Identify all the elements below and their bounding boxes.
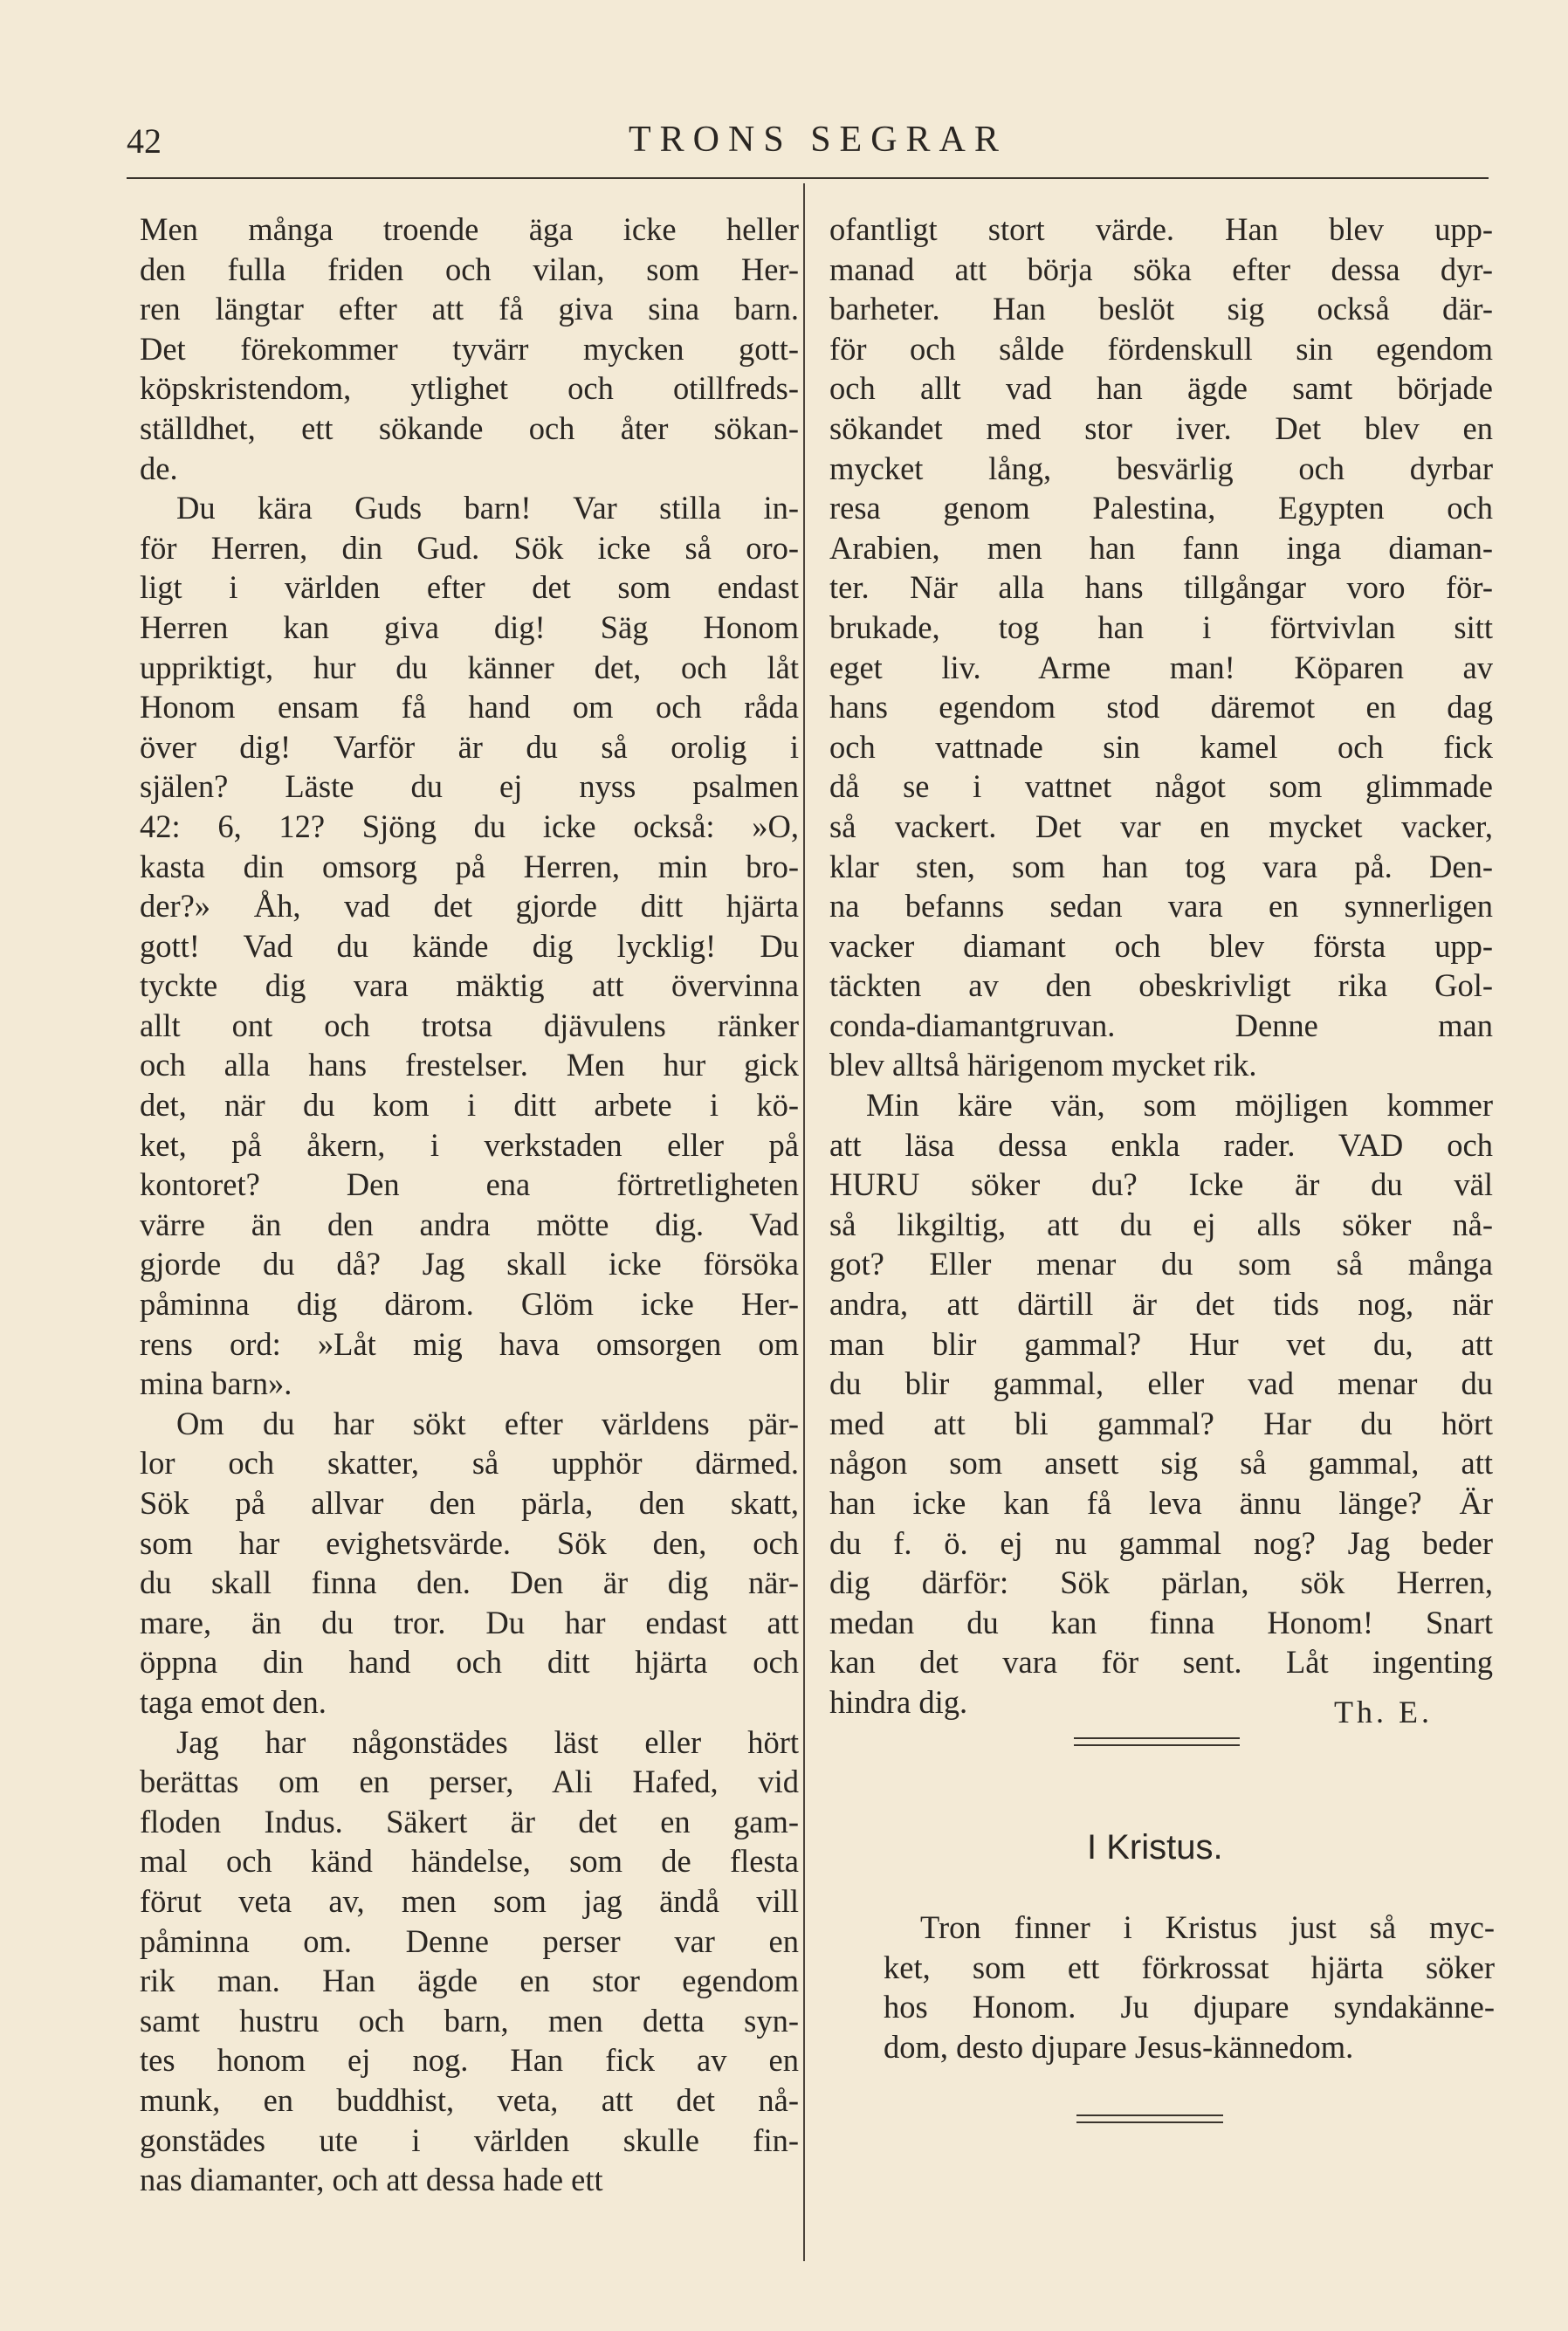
text-line: han icke kan få leva ännu länge? Är (829, 1485, 1493, 1521)
page-number: 42 (127, 121, 162, 161)
text-line: du blir gammal, eller vad menar du (829, 1365, 1493, 1402)
text-line: klar sten, som han tog vara på. Den- (829, 848, 1493, 884)
text-line: Herren kan giva dig! Säg Honom (140, 609, 799, 645)
text-line: der?» Åh, vad det gjorde ditt hjärta (140, 888, 799, 925)
section-body (884, 1908, 1495, 2066)
text-line: och allt vad han ägde samt började (829, 370, 1493, 407)
text-line: uppriktigt, hur du känner det, och låt (140, 649, 799, 685)
text-line: och vattnade sin kamel och fick (829, 728, 1493, 765)
text-line: du f. ö. ej nu gammal nog? Jag beder (829, 1524, 1493, 1561)
text-line: 42: 6, 12? Sjöng du icke också: »O, (140, 808, 799, 844)
text-line: ligt i världen efter det som endast (140, 569, 799, 606)
text-line: ren längtar efter att få giva sina barn. (140, 291, 799, 327)
text-line: värre än den andra mötte dig. Vad (140, 1206, 799, 1242)
text-line: gott! Vad du kände dig lycklig! Du (140, 927, 799, 964)
text-line: mare, än du tror. Du har endast att (140, 1604, 799, 1640)
text-line: HURU söker du? Icke är du väl (829, 1166, 1493, 1203)
text-line: tes honom ej nog. Han fick av en (140, 2042, 799, 2079)
text-line: för och sålde fördenskull sin egendom (829, 330, 1493, 367)
text-line: Honom ensam få hand om och råda (140, 689, 799, 725)
text-line: conda-diamantgruvan. Denne man (829, 1007, 1493, 1043)
text-line: tyckte dig vara mäktig att övervinna (140, 967, 799, 1004)
text-line: ställdhet, ett sökande och åter sökan- (140, 409, 799, 446)
section-heading: I Kristus. (1087, 1828, 1223, 1867)
separator-rule (1074, 1737, 1240, 1739)
text-line: över dig! Varför är du så orolig i (140, 728, 799, 765)
signature: Th. E. (1334, 1695, 1433, 1729)
text-line: Sök på allvar den pärla, den skatt, (140, 1485, 799, 1521)
text-line: Tron finner i Kristus just så myc- (920, 1909, 1495, 1945)
separator-rule (1076, 2121, 1223, 2123)
text-line: resa genom Palestina, Egypten och (829, 490, 1493, 526)
text-line: ter. När alla hans tillgångar voro för- (829, 569, 1493, 606)
text-line: med att bli gammal? Har du hört (829, 1405, 1493, 1441)
text-line: sökandet med stor iver. Det blev en (829, 409, 1493, 446)
text-line: eget liv. Arme man! Köparen av (829, 649, 1493, 685)
text-line: ket, som ett förkrossat hjärta söker (884, 1949, 1495, 1985)
text-line: du skall finna den. Den är dig när- (140, 1564, 799, 1601)
text-line: mal och känd händelse, som de flesta (140, 1843, 799, 1880)
text-line: munk, en buddhist, veta, att det nå- (140, 2081, 799, 2118)
text-line: då se i vattnet något som glimmade (829, 768, 1493, 805)
page-header (127, 113, 1489, 175)
text-line: manad att börja söka efter dessa dyr- (829, 251, 1493, 287)
text-line: så vackert. Det var en mycket vacker, (829, 808, 1493, 844)
text-line: så likgiltig, att du ej alls söker nå- (829, 1206, 1493, 1242)
text-line: kontoret? Den ena förtretligheten (140, 1166, 799, 1203)
text-line: kasta din omsorg på Herren, min bro- (140, 848, 799, 884)
text-line: någon som ansett sig så gammal, att (829, 1445, 1493, 1482)
text-line: köpskristendom, ytlighet och otillfreds- (140, 370, 799, 407)
separator-rule (1074, 1744, 1240, 1746)
text-line: själen? Läste du ej nyss psalmen (140, 768, 799, 805)
text-line: medan du kan finna Honom! Snart (829, 1604, 1493, 1640)
text-line: rik man. Han ägde en stor egendom (140, 1963, 799, 1999)
text-line: förut veta av, men som jag ändå vill (140, 1882, 799, 1919)
text-line: mina barn». (140, 1365, 292, 1402)
text-line: samt hustru och barn, men detta syn- (140, 2002, 799, 2039)
left-column (140, 210, 799, 2200)
text-line: Arabien, men han fann inga diaman- (829, 529, 1493, 566)
running-title: TRONS SEGRAR (629, 120, 1008, 160)
text-line: hos Honom. Ju djupare syndakänne- (884, 1989, 1495, 2025)
text-line: na befanns sedan vara en synnerligen (829, 888, 1493, 925)
text-line: mycket lång, besvärlig och dyrbar (829, 450, 1493, 486)
separator-rule (1076, 2114, 1223, 2116)
text-line: påminna om. Denne perser var en (140, 1922, 799, 1959)
text-line: Min käre vän, som möjligen kommer (866, 1087, 1493, 1124)
text-line: täckten av den obeskrivligt rika Gol- (829, 967, 1493, 1004)
text-line: brukade, tog han i förtvivlan sitt (829, 609, 1493, 645)
text-line: barheter. Han beslöt sig också där- (829, 291, 1493, 327)
text-line: påminna dig därom. Glöm icke Her- (140, 1286, 799, 1323)
text-line: andra, att därtill är det tids nog, när (829, 1286, 1493, 1323)
text-line: hans egendom stod däremot en dag (829, 689, 1493, 725)
text-line: kan det vara för sent. Låt ingenting (829, 1644, 1493, 1681)
text-line: den fulla friden och vilan, som Her- (140, 251, 799, 287)
text-line: gjorde du då? Jag skall icke försöka (140, 1246, 799, 1282)
text-line: för Herren, din Gud. Sök icke så oro- (140, 529, 799, 566)
text-line: dom, desto djupare Jesus-kännedom. (884, 2028, 1354, 2065)
text-line: att läsa dessa enkla rader. VAD och (829, 1126, 1493, 1163)
text-line: blev alltså härigenom mycket rik. (829, 1047, 1257, 1083)
text-line: taga emot den. (140, 1683, 327, 1720)
text-line: dig därför: Sök pärlan, sök Herren, (829, 1564, 1493, 1601)
text-line: man blir gammal? Hur vet du, att (829, 1325, 1493, 1362)
text-line: floden Indus. Säkert är det en gam- (140, 1803, 799, 1839)
header-rule (127, 177, 1489, 179)
text-line: och alla hans frestelser. Men hur gick (140, 1047, 799, 1083)
text-line: nas diamanter, och att dessa hade ett (140, 2162, 603, 2198)
text-line: ofantligt stort värde. Han blev upp- (829, 211, 1493, 247)
text-line: öppna din hand och ditt hjärta och (140, 1644, 799, 1681)
text-line: som har evighetsvärde. Sök den, och (140, 1524, 799, 1561)
text-line: Men många troende äga icke heller (140, 211, 799, 247)
text-line: Du kära Guds barn! Var stilla in- (176, 490, 799, 526)
text-line: got? Eller menar du som så många (829, 1246, 1493, 1282)
right-column (829, 210, 1493, 1722)
text-line: det, när du kom i ditt arbete i kö- (140, 1087, 799, 1124)
text-line: berättas om en perser, Ali Hafed, vid (140, 1764, 799, 1800)
text-line: allt ont och trotsa djävulens ränker (140, 1007, 799, 1043)
text-line: ket, på åkern, i verkstaden eller på (140, 1126, 799, 1163)
text-line: de. (140, 450, 178, 486)
text-line: hindra dig. (829, 1683, 968, 1720)
text-line: Om du har sökt efter världens pär- (176, 1405, 799, 1441)
text-line: vacker diamant och blev första upp- (829, 927, 1493, 964)
column-divider (803, 183, 805, 2261)
text-line: gonstädes ute i världen skulle fin- (140, 2121, 799, 2158)
text-line: lor och skatter, så upphör därmed. (140, 1445, 799, 1482)
text-line: Jag har någonstädes läst eller hört (176, 1723, 799, 1760)
text-line: rens ord: »Låt mig hava omsorgen om (140, 1325, 799, 1362)
text-line: Det förekommer tyvärr mycken gott- (140, 330, 799, 367)
